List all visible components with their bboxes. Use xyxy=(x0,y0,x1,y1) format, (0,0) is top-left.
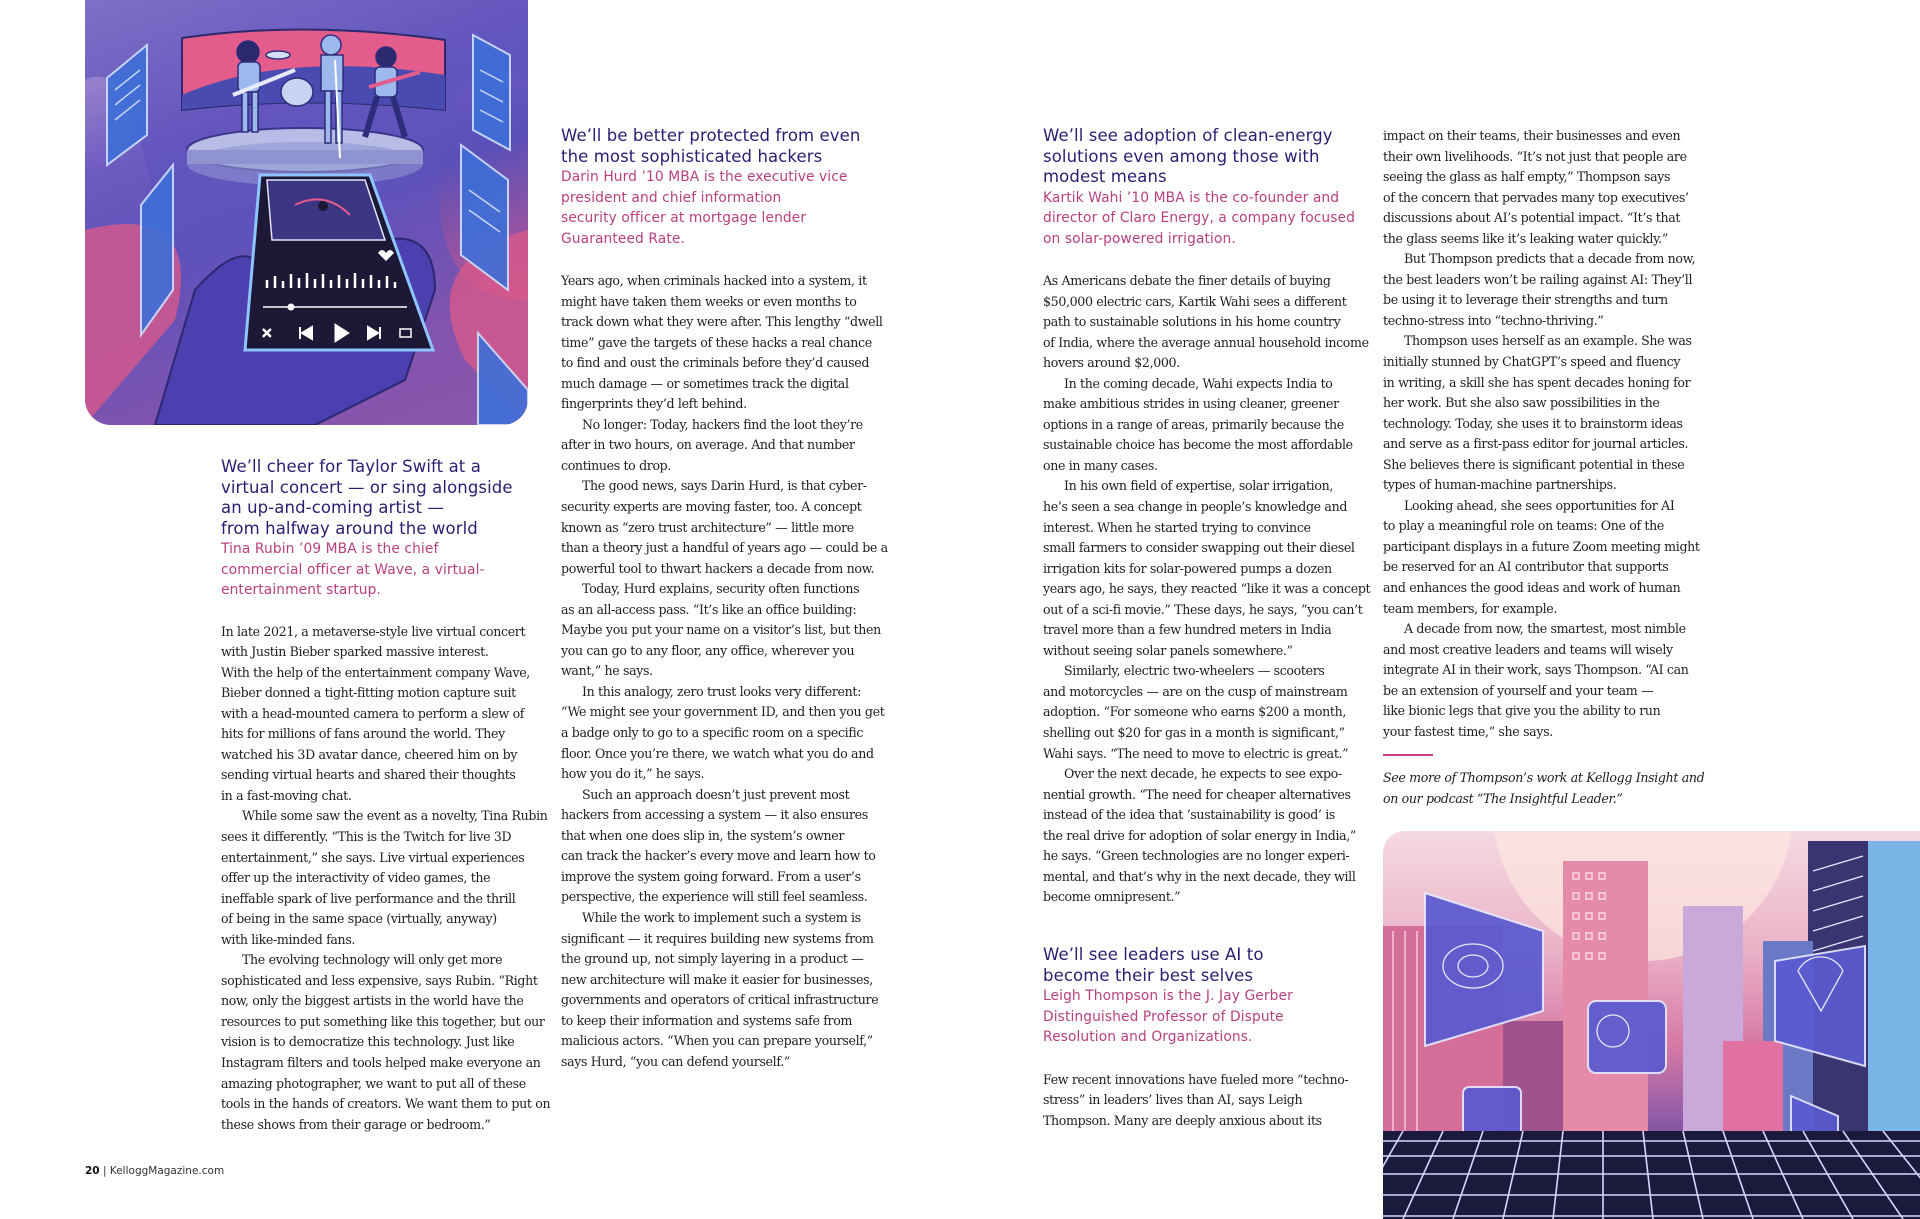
author-bio: Darin Hurd ’10 MBA is the executive vice president and chief information security officer at mortgage lender Guaranteed Rate. xyxy=(561,169,848,247)
body-line: after in two hours, on average. And that number xyxy=(561,437,855,453)
body-line: nential growth. “The need for cheaper alternatives xyxy=(1043,786,1351,802)
body-line: as an all-access pass. “It’s like an office building: xyxy=(561,601,857,617)
body-line: in writing, a skill she has spent decades honing for xyxy=(1383,374,1691,390)
body-line: entertainment,” she says. Live virtual experiences xyxy=(221,849,525,865)
body-line: known as “zero trust architecture” — little more xyxy=(561,519,854,535)
body-line: to keep their information and systems safe from xyxy=(561,1012,853,1028)
body-line: much damage — or sometimes track the digital xyxy=(561,375,849,391)
body-line: like bionic legs that give you the ability to run xyxy=(1383,703,1661,719)
body-line: irrigation kits for solar-powered pumps a dozen xyxy=(1043,560,1332,576)
body-line: might have taken them weeks or even months to xyxy=(561,293,857,309)
body-line: resources to put something like this together, but our xyxy=(221,1013,545,1029)
body-line: now, only the biggest artists in the world have the xyxy=(221,993,524,1009)
body-line: sophisticated and less expensive, says Rubin. “Right xyxy=(221,972,538,988)
body-line: techno-stress into “techno-thriving.” xyxy=(1383,312,1604,328)
body-line: you can go to any floor, any office, wherever you xyxy=(561,642,855,658)
body-line: In this analogy, zero trust looks very different: xyxy=(582,683,862,699)
body-line: the real drive for adoption of solar energy in India,” xyxy=(1043,827,1357,843)
body-line: he’s seen a sea change in people’s knowledge and xyxy=(1043,499,1348,515)
body-line: options in a range of areas, primarily because the xyxy=(1043,416,1344,432)
body-line: Wahi says. “The need to move to electric is great.” xyxy=(1043,745,1349,761)
body-line: Looking ahead, she sees opportunities for AI xyxy=(1404,497,1675,513)
body-line: to find and oust the criminals before they’d caused xyxy=(561,355,870,371)
body-line: governments and operators of critical infrastructure xyxy=(561,992,879,1008)
body-line: integrate AI in their work, says Thompson. “AI can xyxy=(1383,662,1689,678)
body-line: in a fast-moving chat. xyxy=(221,787,352,803)
body-line: hovers around $2,000. xyxy=(1043,355,1180,371)
body-line: without seeing solar panels somewhere.” xyxy=(1043,642,1293,658)
body-line: years ago, he says, they reacted “like it was a concept xyxy=(1043,581,1371,597)
body-line: $50,000 electric cars, Kartik Wahi sees a different xyxy=(1043,293,1347,309)
body-line: one in many cases. xyxy=(1043,457,1158,473)
shuffle-icon: ✕ xyxy=(261,326,273,342)
section-virtual-concerts xyxy=(221,457,551,1135)
footer-site-link[interactable]: KelloggMagazine.com xyxy=(109,1165,225,1177)
section-cybersecurity xyxy=(561,126,891,1072)
body-line: the ground up, not simply layering in a product — xyxy=(561,951,864,967)
hologram-panel xyxy=(1588,1001,1666,1073)
body-line: vision is to democratize this technology. Just like xyxy=(221,1034,515,1050)
page-footer xyxy=(85,1165,224,1177)
section-ai-leaders-continued xyxy=(1383,126,1713,809)
body-line: track down what they were after. This lengthy “dwell xyxy=(561,314,883,330)
body-line: But Thompson predicts that a decade from now, xyxy=(1404,251,1696,267)
body-line: mental, and that’s why in the next decade, they will xyxy=(1043,868,1356,884)
body-line: instead of the idea that ‘sustainability is good’ is xyxy=(1043,807,1336,823)
article-body xyxy=(1043,271,1373,908)
body-line: and serve as a first-pass editor for journal articles. xyxy=(1383,436,1689,452)
body-line: “We might see your government ID, and then you get xyxy=(561,704,885,720)
section-ai-leaders xyxy=(1043,945,1373,1131)
body-line: Thompson. Many are deeply anxious about its xyxy=(1043,1112,1322,1128)
body-line: out of a sci-fi movie.” These days, he says, “you can’t xyxy=(1043,601,1363,617)
body-line: be using it to leverage their strengths and turn xyxy=(1383,292,1668,308)
body-line: with like-minded fans. xyxy=(221,931,356,947)
body-line: he says. “Green technologies are no longer experi- xyxy=(1043,848,1350,864)
body-line: Years ago, when criminals hacked into a system, it xyxy=(561,273,867,288)
body-line: of the concern that pervades many top executives’ xyxy=(1383,189,1689,205)
body-line: ineffable spark of live performance and the thrill xyxy=(221,890,516,906)
body-line: Few recent innovations have fueled more “techno- xyxy=(1043,1071,1349,1087)
body-line: than a theory just a handful of years ago — could be a xyxy=(561,540,888,556)
body-line: of being in the same space (virtually, anyway) xyxy=(221,911,497,927)
body-line: continues to drop. xyxy=(561,457,672,473)
footer-separator: | xyxy=(102,1165,107,1177)
body-line: security experts are moving faster, too. A concept xyxy=(561,499,862,515)
body-line: sees it differently. “This is the Twitch for live 3D xyxy=(221,828,512,844)
body-line: be reserved for an AI contributor that supports xyxy=(1383,559,1669,575)
body-line: In late 2021, a metaverse-style live virtual concert xyxy=(221,623,526,639)
body-line: seeing the glass as half empty,” Thompson says xyxy=(1383,169,1671,185)
body-line: your fastest time,” she says. xyxy=(1383,723,1553,739)
concert-illustration xyxy=(85,0,528,425)
body-line: to play a meaningful role on teams: One of the xyxy=(1383,518,1665,534)
body-line: While the work to implement such a system is xyxy=(582,909,861,925)
body-line: The good news, says Darin Hurd, is that cyber- xyxy=(582,478,867,494)
body-line: Such an approach doesn’t just prevent most xyxy=(582,786,850,802)
article-body-continued xyxy=(1383,126,1713,742)
body-line: amazing photographer, we want to put all of these xyxy=(221,1075,526,1091)
body-line: The evolving technology will only get more xyxy=(242,952,503,968)
body-line: want,” he says. xyxy=(561,663,653,679)
body-line: of India, where the average annual household income xyxy=(1043,334,1369,350)
concert-illustration-art xyxy=(85,0,528,425)
body-line: impact on their teams, their businesses and even xyxy=(1383,128,1681,143)
body-line: Maybe you put your name on a visitor’s list, but then xyxy=(561,622,881,638)
body-line: can track the hacker’s every move and learn how to xyxy=(561,848,876,864)
body-line: In his own field of expertise, solar irrigation, xyxy=(1064,478,1334,494)
body-line: travel more than a few hundred meters in India xyxy=(1043,622,1332,638)
body-line: sending virtual hearts and shared their thoughts xyxy=(221,767,516,783)
body-line: small farmers to consider swapping out their diesel xyxy=(1043,540,1355,556)
body-line: interest. When he started trying to convince xyxy=(1043,519,1311,535)
body-line: floor. Once you’re there, we watch what you do and xyxy=(561,745,874,761)
body-line: tools in the hands of creators. We want them to put on xyxy=(221,1096,551,1112)
body-line: how you do it,” he says. xyxy=(561,766,705,782)
body-line: these shows from their garage or bedroom.” xyxy=(221,1116,491,1132)
body-line: She believes there is significant potential in these xyxy=(1383,456,1685,472)
body-line: Bieber donned a tight-fitting motion capture suit xyxy=(221,685,516,701)
body-line: Over the next decade, he expects to see expo- xyxy=(1064,766,1342,782)
body-line: technology. Today, she uses it to brainstorm ideas xyxy=(1383,415,1683,431)
divider-rule xyxy=(1383,754,1433,756)
body-line: powerful tool to thwart hackers a decade from now. xyxy=(561,560,875,576)
body-line: with a head-mounted camera to perform a slew of xyxy=(221,705,525,721)
body-line: her work. But she also saw possibilities in the xyxy=(1383,395,1660,411)
section-heading: We’ll see leaders use AI to become their best selves xyxy=(1043,945,1264,985)
body-line: hackers from accessing a system — it also ensures xyxy=(561,807,868,823)
author-bio: Tina Rubin ’09 MBA is the chief commercial officer at Wave, a virtual- entertainment startup. xyxy=(221,541,485,598)
body-line: hits for millions of fans around the world. They xyxy=(221,726,505,742)
body-line: a badge only to go to a specific room on a specific xyxy=(561,725,864,741)
body-line: Instagram filters and tools helped make everyone an xyxy=(221,1054,541,1070)
body-line: Similarly, electric two-wheelers — scooters xyxy=(1064,663,1325,679)
body-line: team members, for example. xyxy=(1383,600,1558,616)
see-more-note: See more of Thompson’s work at Kellogg Insight and on our podcast “The Insightful Leader.” xyxy=(1383,770,1705,806)
city-solar-illustration xyxy=(1383,831,1920,1219)
body-line: the glass seems like it’s leaking water quickly.” xyxy=(1383,230,1668,246)
body-line: participant displays in a future Zoom meeting might xyxy=(1383,538,1700,554)
body-line: make ambitious strides in using cleaner, greener xyxy=(1043,396,1339,412)
body-line: path to sustainable solutions in his home country xyxy=(1043,314,1341,330)
body-line: malicious actors. “When you can prepare yourself,” xyxy=(561,1033,873,1049)
body-line: says Hurd, “you can defend yourself.” xyxy=(561,1053,790,1069)
body-line: Thompson uses herself as an example. She was xyxy=(1404,333,1692,349)
body-line: with Justin Bieber sparked massive interest. xyxy=(221,644,489,660)
body-line: be an extension of yourself and your team — xyxy=(1383,682,1654,698)
section-heading: We’ll see adoption of clean-energy solutions even among those with modest means xyxy=(1043,126,1333,186)
body-line: While some saw the event as a novelty, Tina Rubin xyxy=(242,808,548,824)
section-clean-energy xyxy=(1043,126,1373,908)
article-body xyxy=(561,271,891,1072)
article-body xyxy=(1043,1070,1373,1132)
body-line: watched his 3D avatar dance, cheered him on by xyxy=(221,746,518,762)
progress-knob xyxy=(288,304,295,311)
body-line: become omnipresent.” xyxy=(1043,889,1181,905)
body-line: A decade from now, the smartest, most nimble xyxy=(1404,621,1686,637)
body-line: their own livelihoods. “It’s not just that people are xyxy=(1383,148,1687,164)
article-body xyxy=(221,622,551,1136)
body-line: adoption. “For someone who earns $200 a month, xyxy=(1043,704,1346,720)
city-solar-illustration-art xyxy=(1383,831,1920,1219)
body-line: As Americans debate the finer details of buying xyxy=(1043,273,1331,288)
body-line: discussions about AI’s potential impact. “It’s that xyxy=(1383,210,1681,226)
section-heading: We’ll cheer for Taylor Swift at a virtual concert — or sing alongside an up-and-coming artist — from halfway around the world xyxy=(221,457,513,538)
body-line: that when one does slip in, the system’s owner xyxy=(561,827,845,843)
section-heading: We’ll be better protected from even the most sophisticated hackers xyxy=(561,126,861,166)
body-line: the best leaders won’t be railing against AI: They’ll xyxy=(1383,271,1693,287)
body-line: With the help of the entertainment company Wave, xyxy=(221,664,530,680)
body-line: fingerprints they’d left behind. xyxy=(561,396,747,412)
body-line: and enhances the good ideas and work of human xyxy=(1383,580,1681,596)
body-line: Today, Hurd explains, security often functions xyxy=(582,581,860,597)
body-line: new architecture will make it easier for businesses, xyxy=(561,971,873,987)
body-line: sustainable choice has become the most affordable xyxy=(1043,437,1353,453)
body-line: perspective, the experience will still feel seamless. xyxy=(561,889,868,905)
body-line: time” gave the targets of these hacks a real chance xyxy=(561,334,872,350)
body-line: No longer: Today, hackers find the loot they’re xyxy=(582,416,863,432)
body-line: In the coming decade, Wahi expects India to xyxy=(1064,375,1333,391)
page-number: 20 xyxy=(85,1165,100,1177)
body-line: types of human-machine partnerships. xyxy=(1383,477,1617,493)
body-line: and motorcycles — are on the cusp of mainstream xyxy=(1043,683,1348,699)
body-line: improve the system going forward. From a user’s xyxy=(561,868,861,884)
body-line: shelling out $20 for gas in a month is significant,” xyxy=(1043,725,1345,741)
body-line: significant — it requires building new systems from xyxy=(561,930,874,946)
body-line: initially stunned by ChatGPT’s speed and fluency xyxy=(1383,354,1681,370)
author-bio: Kartik Wahi ’10 MBA is the co-founder and director of Claro Energy, a company focused on solar-powered irrigation. xyxy=(1043,189,1355,247)
author-bio: Leigh Thompson is the J. Jay Gerber Distinguished Professor of Dispute Resolution and Organizations. xyxy=(1043,988,1293,1045)
body-line: offer up the interactivity of video games, the xyxy=(221,870,491,886)
body-line: stress” in leaders’ lives than AI, says Leigh xyxy=(1043,1092,1303,1108)
body-line: and most creative leaders and teams will wisely xyxy=(1383,641,1673,657)
